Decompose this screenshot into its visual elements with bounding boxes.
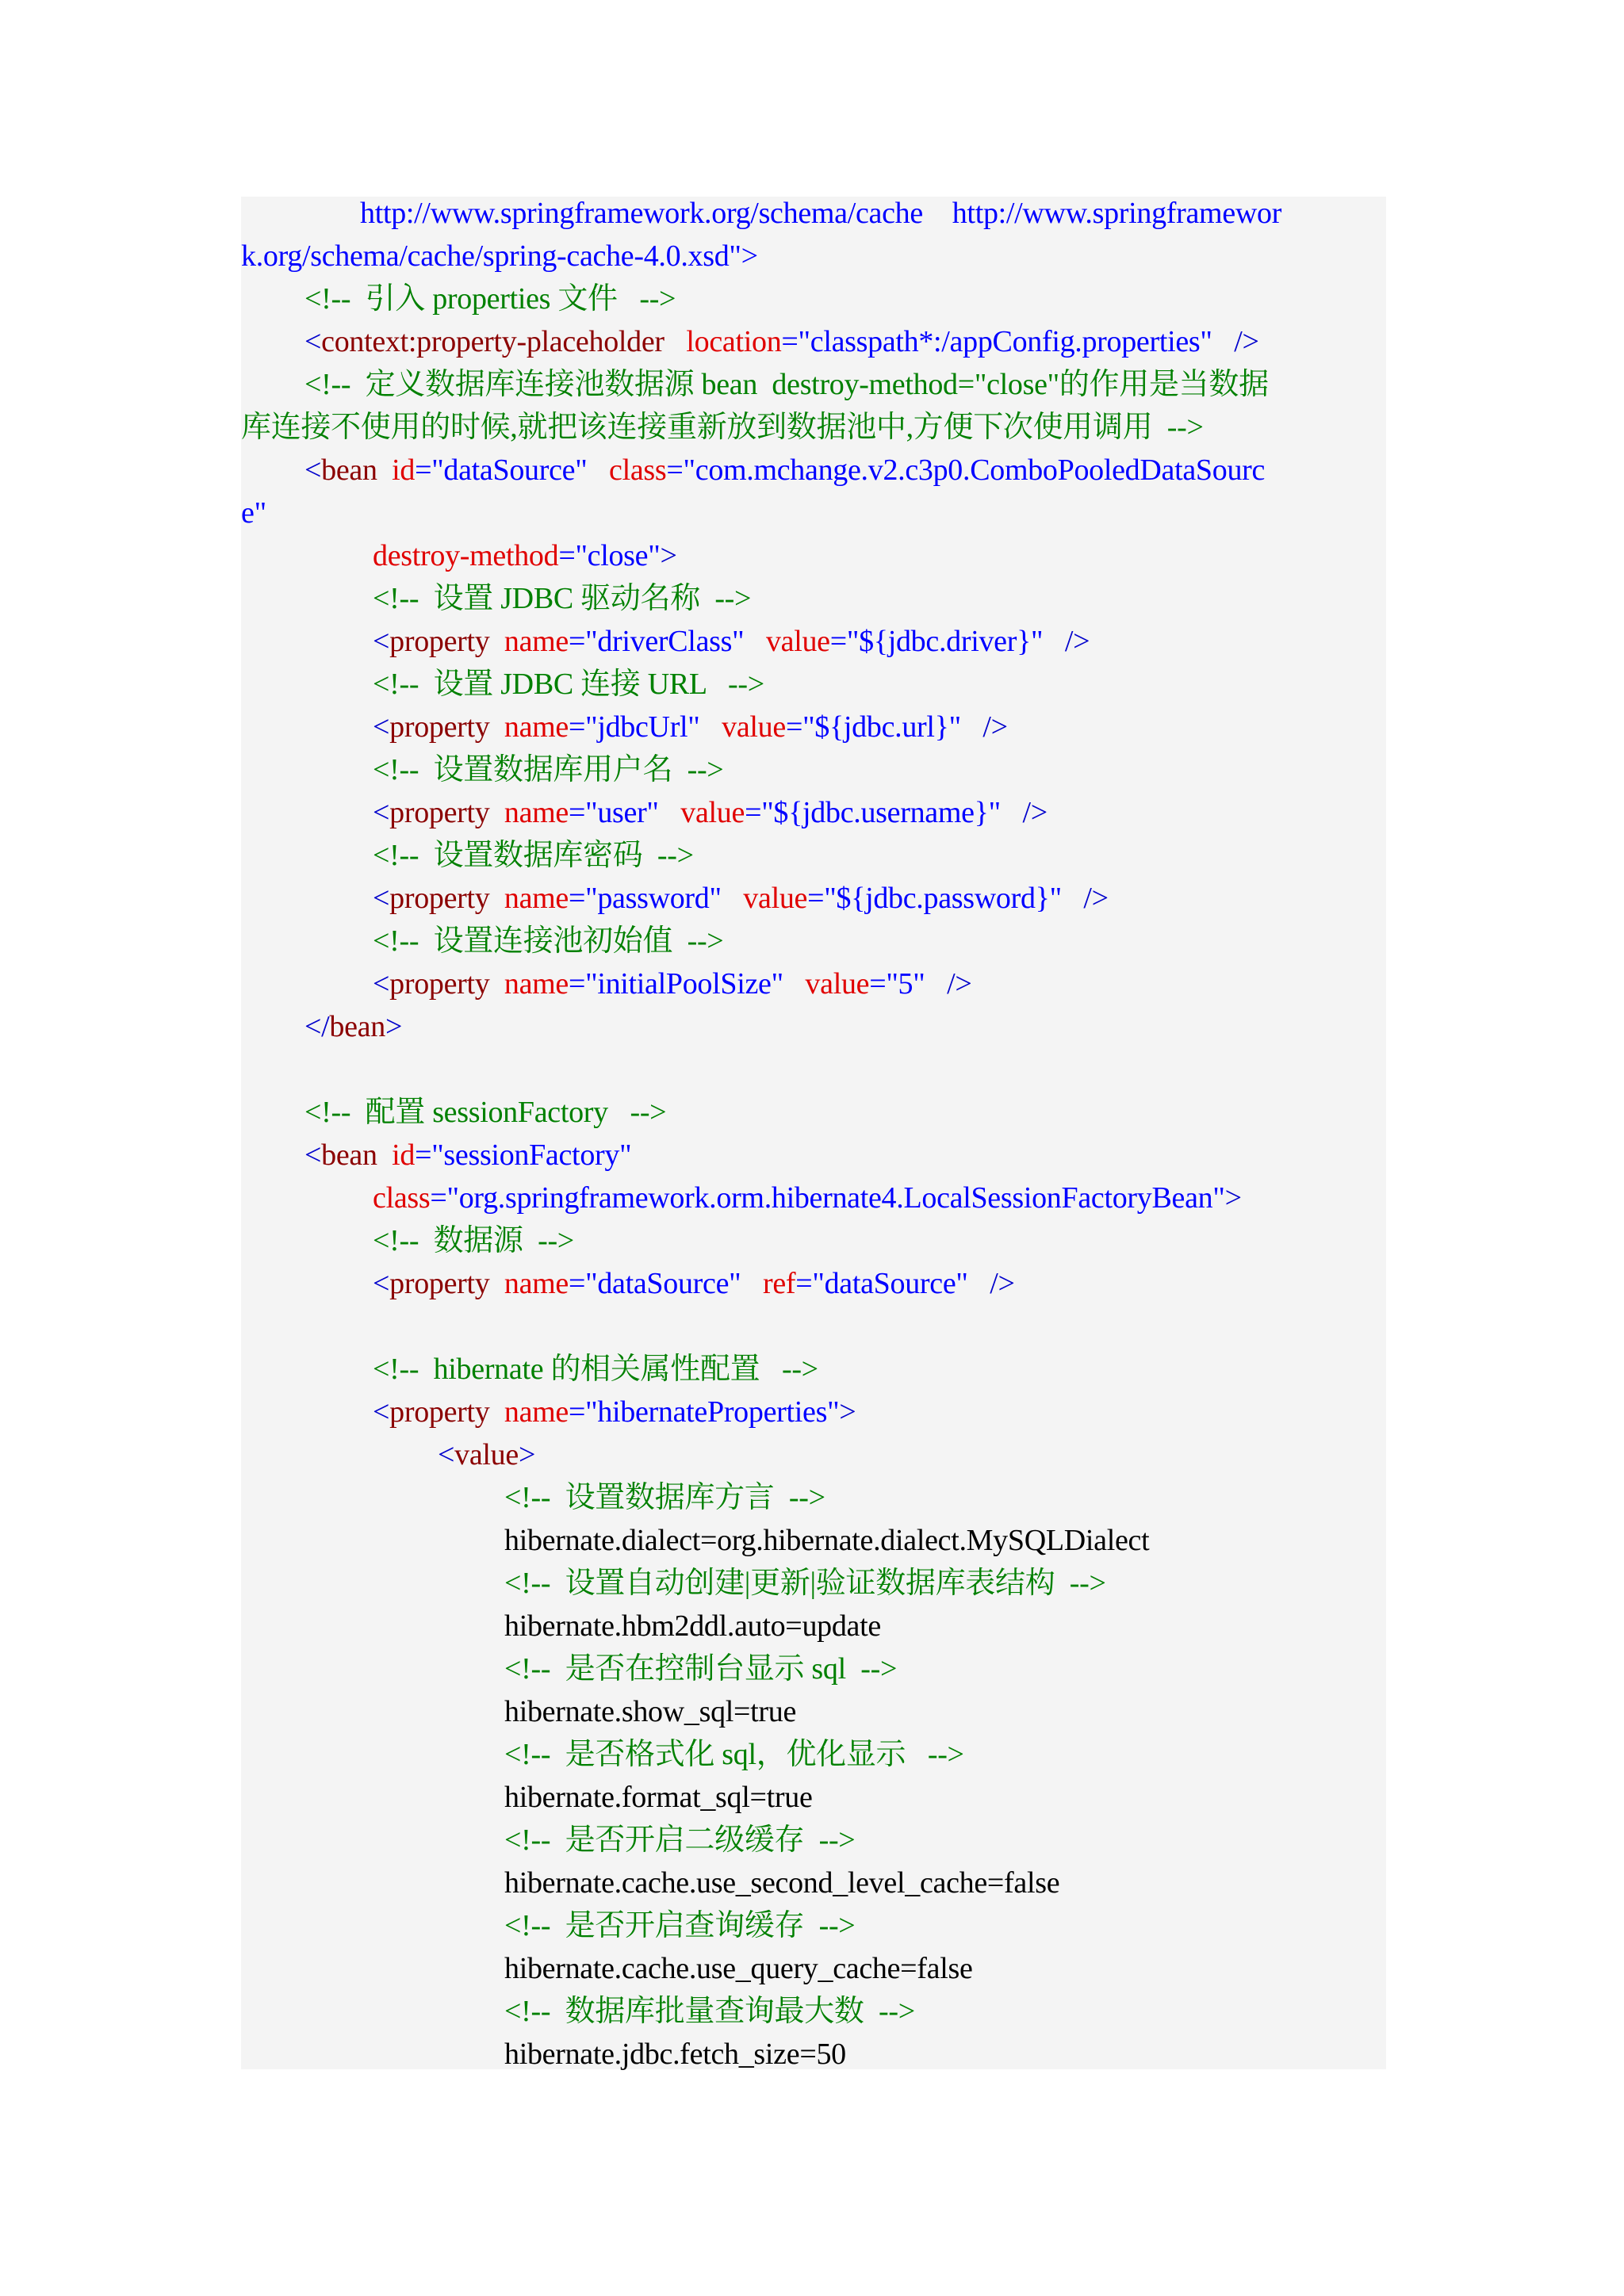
code-token <box>587 453 609 487</box>
code-line <box>504 1947 973 1990</box>
code-token <box>961 710 983 744</box>
code-line <box>241 406 1204 449</box>
code-token: 库连接不使用的时候,就把该连接重新放到数据池中,方便下次使用调用 --> <box>241 411 1204 444</box>
code-token: < <box>304 1138 322 1172</box>
code-token: context:property-placeholder <box>321 325 665 358</box>
code-line <box>373 620 1090 663</box>
code-token <box>741 1267 763 1300</box>
code-line <box>373 791 1048 834</box>
code-token <box>722 882 744 915</box>
code-token: < <box>438 1438 455 1471</box>
code-line <box>373 1348 818 1391</box>
code-token: hibernate.cache.use_query_cache=false <box>504 1952 973 1985</box>
code-line <box>504 1862 1059 1904</box>
code-token: <!-- 设置 JDBC 驱动名称 --> <box>373 582 752 615</box>
code-token: ="com.mchange.v2.c3p0.ComboPooledDataSourc <box>666 453 1266 487</box>
code-token: bean <box>321 453 377 487</box>
code-token: ="driverClass" <box>568 625 745 658</box>
code-line <box>504 1519 1149 1562</box>
code-token <box>377 453 392 487</box>
code-token: value <box>722 710 786 744</box>
code-token: name <box>504 710 569 744</box>
code-token: <!-- 设置连接池初始值 --> <box>373 924 724 958</box>
code-token: > <box>518 1438 536 1471</box>
code-token <box>925 967 947 1001</box>
code-token: < <box>304 325 322 358</box>
code-token: location <box>686 325 782 358</box>
code-line <box>373 920 723 962</box>
code-token: hibernate.show_sql=true <box>504 1695 797 1728</box>
code-line <box>373 1219 574 1262</box>
code-line <box>304 1091 666 1134</box>
code-line <box>504 1647 897 1690</box>
code-token: <!-- 引入 properties 文件 --> <box>304 282 676 316</box>
code-token: ="dataSource" <box>795 1267 968 1300</box>
code-token <box>489 1267 504 1300</box>
code-token: <!-- 是否格式化 sql，优化显示 --> <box>504 1738 964 1771</box>
code-token <box>1062 882 1084 915</box>
code-line <box>504 1733 964 1776</box>
code-token: value <box>805 967 870 1001</box>
code-line <box>373 962 971 1005</box>
code-line <box>504 1605 881 1647</box>
code-token <box>659 796 681 829</box>
code-token: <!-- 是否在控制台显示 sql --> <box>504 1652 898 1686</box>
code-token <box>489 710 504 744</box>
code-token: hibernate.dialect=org.hibernate.dialect.MySQLDialect <box>504 1524 1150 1557</box>
code-token: ="${jdbc.username}" <box>745 796 1001 829</box>
code-line <box>373 834 694 877</box>
code-line <box>504 1562 1106 1605</box>
code-token: ref <box>762 1267 796 1300</box>
code-line <box>304 320 1259 363</box>
code-token: > <box>1224 1181 1242 1215</box>
code-line <box>373 1177 1242 1219</box>
code-token <box>489 796 504 829</box>
code-token <box>968 1267 990 1300</box>
code-token: </ <box>304 1010 330 1043</box>
code-token: ="close" <box>558 539 661 572</box>
code-token: ="dataSource" <box>415 453 588 487</box>
code-line <box>304 363 1269 406</box>
code-token <box>744 625 766 658</box>
code-token: <!-- 配置 sessionFactory --> <box>304 1096 667 1129</box>
code-token: <!-- 设置自动创建|更新|验证数据库表结构 --> <box>504 1567 1106 1600</box>
code-token: <!-- 数据源 --> <box>373 1224 574 1257</box>
code-token: <!-- 设置 JDBC 连接 URL --> <box>373 668 764 701</box>
code-token: > <box>839 1395 856 1429</box>
code-token: ="hibernateProperties" <box>568 1395 840 1429</box>
code-token: property <box>389 1395 490 1429</box>
code-token: http://www.springframework.org/schema/cache http://www.springframewor <box>360 197 1282 230</box>
code-token: ="classpath*:/appConfig.properties" <box>781 325 1212 358</box>
code-token: ="${jdbc.url}" <box>785 710 961 744</box>
code-line <box>504 1904 855 1947</box>
code-token: /> <box>1083 882 1109 915</box>
code-token: <!-- 定义数据库连接池数据源 bean destroy-method="close"的作用是当数据 <box>304 368 1269 401</box>
code-line <box>504 1990 915 2033</box>
code-line <box>304 277 676 320</box>
code-token: value <box>743 882 808 915</box>
code-token: id <box>392 1138 416 1172</box>
code-token: /> <box>1234 325 1259 358</box>
code-token: property <box>389 1267 490 1300</box>
code-token: <!-- 设置数据库密码 --> <box>373 839 694 872</box>
code-token: name <box>504 796 569 829</box>
code-line <box>373 534 677 577</box>
code-line <box>373 1391 856 1433</box>
code-line <box>241 235 758 277</box>
code-token: <!-- 是否开启二级缓存 --> <box>504 1823 856 1857</box>
code-line <box>504 2033 846 2076</box>
code-token: class <box>609 453 667 487</box>
code-token: > <box>385 1010 403 1043</box>
code-line <box>241 492 266 534</box>
code-token: <!-- 设置数据库方言 --> <box>504 1481 825 1514</box>
code-line <box>373 577 751 620</box>
code-line <box>504 1476 825 1519</box>
code-token: /> <box>947 967 972 1001</box>
code-token: < <box>373 1267 390 1300</box>
code-token: /> <box>990 1267 1015 1300</box>
code-token <box>489 625 504 658</box>
code-line <box>504 1819 855 1862</box>
code-token: ="user" <box>568 796 659 829</box>
code-line <box>360 192 1281 235</box>
code-token: ="initialPoolSize" <box>568 967 783 1001</box>
code-token: hibernate.format_sql=true <box>504 1781 813 1814</box>
code-token <box>700 710 722 744</box>
code-line <box>504 1690 796 1733</box>
code-token <box>489 882 504 915</box>
code-token: property <box>389 796 490 829</box>
code-token: destroy-method <box>373 539 559 572</box>
code-token: hibernate.hbm2ddl.auto=update <box>504 1609 881 1643</box>
code-token: ="${jdbc.password}" <box>807 882 1062 915</box>
code-token: property <box>389 710 490 744</box>
code-token: ="5" <box>869 967 925 1001</box>
code-line <box>373 1262 1015 1305</box>
code-token <box>1043 625 1065 658</box>
code-token: hibernate.jdbc.fetch_size=50 <box>504 2038 846 2071</box>
code-token: hibernate.cache.use_second_level_cache=false <box>504 1866 1060 1900</box>
code-token: ="password" <box>568 882 722 915</box>
code-line <box>304 1134 631 1177</box>
code-token: <!-- 是否开启查询缓存 --> <box>504 1909 856 1942</box>
code-token <box>783 967 806 1001</box>
code-token <box>489 1395 504 1429</box>
code-token: <!-- hibernate 的相关属性配置 --> <box>373 1353 818 1386</box>
code-token: name <box>504 1267 569 1300</box>
code-line <box>373 663 764 706</box>
code-token: value <box>765 625 830 658</box>
code-token: name <box>504 967 569 1001</box>
code-token: property <box>389 625 490 658</box>
code-token: < <box>304 453 322 487</box>
code-token: k.org/schema/cache/spring-cache-4.0.xsd"> <box>241 239 758 273</box>
code-token: name <box>504 882 569 915</box>
code-token: property <box>389 882 490 915</box>
code-token: > <box>660 539 677 572</box>
code-token: <!-- 设置数据库用户名 --> <box>373 753 724 786</box>
code-token: ="jdbcUrl" <box>568 710 700 744</box>
code-token <box>1001 796 1023 829</box>
code-token: < <box>373 710 390 744</box>
code-token: ="dataSource" <box>568 1267 741 1300</box>
code-token: id <box>392 453 416 487</box>
code-token: bean <box>329 1010 385 1043</box>
code-token: bean <box>321 1138 377 1172</box>
code-token: name <box>504 1395 569 1429</box>
code-token <box>377 1138 392 1172</box>
code-token: class <box>373 1181 431 1215</box>
code-token: e" <box>241 496 266 530</box>
code-line <box>373 706 1008 748</box>
code-token: < <box>373 796 390 829</box>
code-token: name <box>504 625 569 658</box>
code-block <box>241 197 1386 2069</box>
code-token: /> <box>1064 625 1090 658</box>
code-token <box>665 325 687 358</box>
code-line <box>373 877 1109 920</box>
code-token: value <box>680 796 745 829</box>
code-token: < <box>373 1395 390 1429</box>
code-line <box>304 1005 402 1048</box>
code-token: ="${jdbc.driver}" <box>829 625 1044 658</box>
code-token <box>1212 325 1235 358</box>
code-token: <!-- 数据库批量查询最大数 --> <box>504 1995 915 2028</box>
code-token: property <box>389 967 490 1001</box>
code-token: value <box>454 1438 519 1471</box>
code-token: /> <box>1022 796 1048 829</box>
code-line <box>504 1776 813 1819</box>
code-line <box>304 449 1265 492</box>
code-line <box>373 748 723 791</box>
code-token: /> <box>982 710 1008 744</box>
code-token: < <box>373 967 390 1001</box>
code-token <box>489 967 504 1001</box>
code-token: ="org.springframework.orm.hibernate4.LocalSessionFactoryBean" <box>430 1181 1225 1215</box>
code-line <box>438 1433 535 1476</box>
code-token: ="sessionFactory" <box>415 1138 632 1172</box>
code-token: < <box>373 625 390 658</box>
code-token: < <box>373 882 390 915</box>
